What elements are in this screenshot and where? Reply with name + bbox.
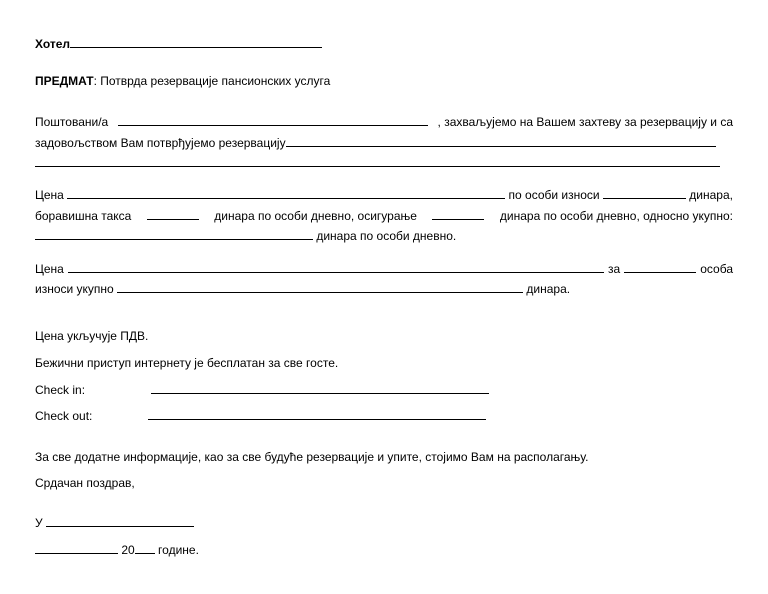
subject-line (35, 74, 330, 88)
confirm-text: задовољством Вам потврђујемо резервацију (35, 136, 286, 150)
price2-line2 (35, 282, 570, 296)
persons-count-blank[interactable] (624, 262, 696, 273)
hotel-name-blank[interactable] (70, 37, 322, 48)
paragraph1-line3 (35, 156, 720, 170)
price2-label: Цена (35, 262, 64, 276)
price2-line1 (35, 262, 733, 276)
price-label: Цена (35, 188, 64, 202)
per-person-text: по особи износи (508, 188, 600, 202)
paragraph1-line2 (35, 136, 716, 150)
guest-name-blank[interactable] (118, 115, 428, 126)
total-text: динара по особи дневно, односно укупно: (499, 209, 733, 223)
regards-line: Срдачан поздрав, (35, 476, 135, 490)
thanks-text: , захваљујемо на Вашем захтеву за резервацију и са (437, 115, 733, 129)
place-label: У (35, 516, 43, 530)
check-out-blank[interactable] (148, 409, 486, 420)
per-day-text: динара по особи дневно. (316, 229, 457, 243)
year-blank[interactable] (135, 543, 155, 554)
check-out-line (35, 409, 486, 423)
price-line2 (35, 209, 733, 223)
total-sum-blank[interactable] (117, 282, 523, 293)
tourist-tax-label: боравишна такса (35, 209, 132, 223)
year-word: године. (158, 543, 199, 557)
price-line1 (35, 188, 733, 202)
place-line (35, 516, 194, 530)
salutation-text: Поштовани/а (35, 115, 109, 129)
total-amount-blank[interactable] (35, 229, 313, 240)
insurance-blank[interactable] (432, 209, 484, 220)
hotel-line (35, 37, 322, 51)
tourist-tax-blank[interactable] (147, 209, 199, 220)
subject-label: ПРЕДМАТ (35, 74, 94, 88)
check-in-label: Check in: (35, 383, 86, 397)
place-blank[interactable] (46, 516, 194, 527)
price2-description-blank[interactable] (68, 262, 604, 273)
subject-text: : Потврда резервације пансионских услуга (93, 74, 331, 88)
vat-line: Цена укључује ПДВ. (35, 329, 149, 343)
dinars-text: динара. (526, 282, 571, 296)
date-blank[interactable] (35, 543, 118, 554)
wifi-line: Бежични приступ интернету је бесплатан за све госте. (35, 356, 339, 370)
price-amount-blank[interactable] (603, 188, 686, 199)
for-text: за (607, 262, 621, 276)
price-description-blank[interactable] (67, 188, 505, 199)
info-line: За све додатне информације, као за све будуће резервације и упите, стојимо Вам на располагању. (35, 450, 589, 464)
reservation-details-blank-2[interactable] (35, 156, 720, 167)
check-in-blank[interactable] (151, 383, 489, 394)
persons-text: особа (700, 262, 733, 276)
century-text: 20 (121, 543, 135, 557)
check-in-line (35, 383, 489, 397)
date-line (35, 543, 199, 557)
hotel-label: Хотел (35, 37, 71, 51)
paragraph1-line1 (35, 115, 733, 129)
check-out-label: Check out: (35, 409, 93, 423)
price-line3 (35, 229, 456, 243)
total-amounts-text: износи укупно (35, 282, 114, 296)
insurance-text: динара по особи дневно, осигурање (214, 209, 417, 223)
reservation-details-blank[interactable] (286, 136, 716, 147)
currency-text: динара, (689, 188, 733, 202)
